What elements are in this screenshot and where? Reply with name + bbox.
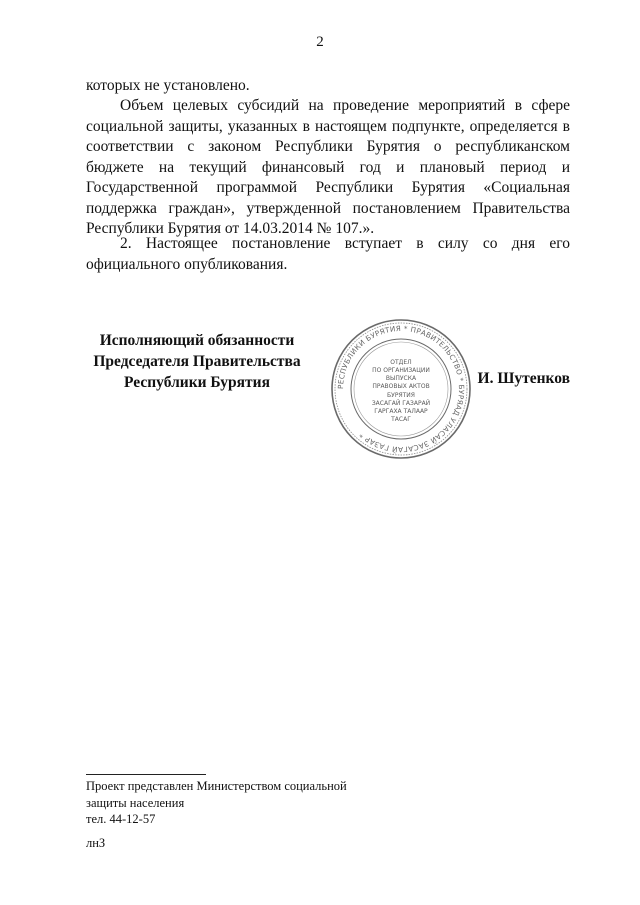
signatory-title-line1: Исполняющий обязанности xyxy=(99,332,295,349)
signer-name: И. Шутенков xyxy=(477,370,570,387)
stamp-line8: ТАСАГ xyxy=(391,416,411,423)
paragraph-subsidies: Объем целевых субсидий на проведение мероприятий в сфере социальной защиты, указанных в настоящем подпункте, определяется в соответствии с законом Республики Бурятия о республиканском бюджете на текущий финансовый год и плановый период и Государственной программой Республики Бурятия «Социальная поддержка граждан», утвержденной постановлением Правительства Республики Бурятия от 14.03.2014 № 107.». xyxy=(86,97,570,237)
footnote-line1: Проект представлен Министерством социальной xyxy=(86,779,347,793)
stamp-line3: ВЫПУСКА xyxy=(385,375,417,382)
stamp-line6: ЗАСАГАЙ ГАЗАРАЙ xyxy=(371,400,431,407)
document-code: лнЗ xyxy=(86,836,106,850)
signatory-title-line2: Председателя Правительства xyxy=(93,353,301,370)
page-number: 2 xyxy=(316,34,324,50)
signatory-title xyxy=(80,330,314,393)
paragraph-effective-date: 2. Настоящее постановление вступает в силу со дня его официального опубликования. xyxy=(86,235,570,273)
official-seal-stamp xyxy=(330,318,472,460)
stamp-line2: ПО ОРГАНИЗАЦИИ xyxy=(372,367,430,374)
footnote-line3: тел. 44-12-57 xyxy=(86,812,156,826)
footnote-line2: защиты населения xyxy=(86,795,185,810)
stamp-line1: ОТДЕЛ xyxy=(390,359,412,366)
paragraph-continuation: которых не установлено. xyxy=(86,77,250,94)
stamp-line7: ГАРГАХА ТАЛААР xyxy=(374,408,428,415)
signatory-title-line3: Республики Бурятия xyxy=(124,374,270,391)
footnote-divider xyxy=(86,774,206,775)
stamp-ring-text: РЕСПУБЛИКИ БУРЯТИЯ * ПРАВИТЕЛЬСТВО * БУРЯАД УЛАСАЙ ЗАСАГАЙ ГАЗАР * xyxy=(335,323,467,455)
footnote xyxy=(86,778,347,828)
stamp-line5: БУРЯТИЯ xyxy=(387,392,415,399)
stamp-line4: ПРАВОВЫХ АКТОВ xyxy=(372,383,430,390)
